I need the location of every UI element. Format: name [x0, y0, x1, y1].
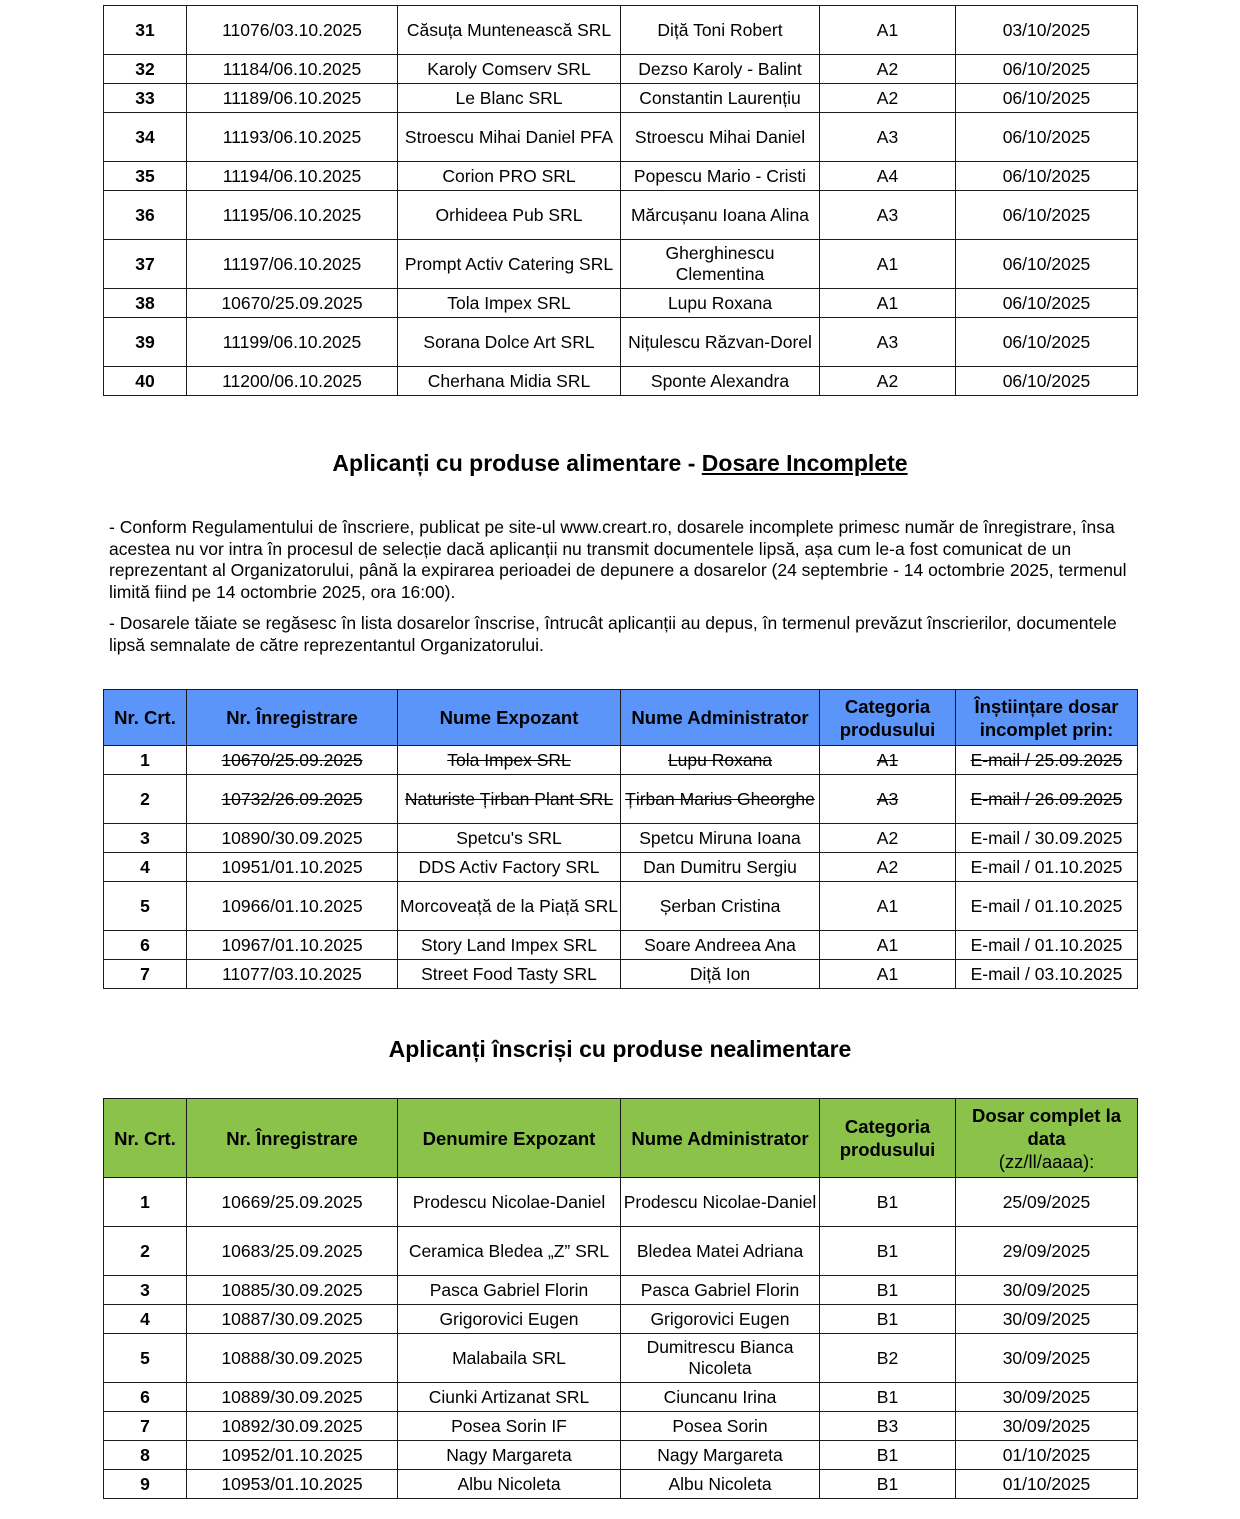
registration-number: 10683/25.09.2025 — [187, 1227, 398, 1276]
row-number: 9 — [104, 1470, 187, 1499]
table-row — [104, 931, 1138, 960]
row-number: 4 — [104, 1305, 187, 1334]
registration-number: 10670/25.09.2025 — [187, 289, 398, 318]
exhibitor-name: Posea Sorin IF — [398, 1412, 621, 1441]
exhibitor-name: Story Land Impex SRL — [398, 931, 621, 960]
complete-date: 06/10/2025 — [956, 162, 1138, 191]
complete-date: 01/10/2025 — [956, 1441, 1138, 1470]
product-category: A1 — [820, 289, 956, 318]
table-row — [104, 113, 1138, 162]
administrator-name: Grigorovici Eugen — [621, 1305, 820, 1334]
administrator-name: Diță Ion — [621, 960, 820, 989]
registration-number: 10732/26.09.2025 — [187, 775, 398, 824]
registration-number: 10952/01.10.2025 — [187, 1441, 398, 1470]
registration-number: 10890/30.09.2025 — [187, 824, 398, 853]
incomplete-section-title — [0, 450, 1240, 477]
header-category: Categoria produsului — [820, 1099, 956, 1178]
product-category: B3 — [820, 1412, 956, 1441]
row-number: 2 — [104, 1227, 187, 1276]
administrator-name: Mărcușanu Ioana Alina — [621, 191, 820, 240]
header-nr: Nr. Crt. — [104, 1099, 187, 1178]
complete-date: 03/10/2025 — [956, 6, 1138, 55]
product-category: A1 — [820, 882, 956, 931]
table-row-struck — [104, 775, 1138, 824]
row-number: 31 — [104, 6, 187, 55]
registration-number: 11184/06.10.2025 — [187, 55, 398, 84]
administrator-name: Pasca Gabriel Florin — [621, 1276, 820, 1305]
administrator-name: Gherghinescu Clementina — [621, 240, 820, 289]
exhibitor-name: Prodescu Nicolae-Daniel — [398, 1178, 621, 1227]
header-category: Categoria produsului — [820, 690, 956, 746]
row-number: 34 — [104, 113, 187, 162]
complete-date: 06/10/2025 — [956, 113, 1138, 162]
product-category: A3 — [820, 775, 956, 824]
registration-number: 10887/30.09.2025 — [187, 1305, 398, 1334]
product-category: A1 — [820, 240, 956, 289]
header-exhibitor: Denumire Expozant — [398, 1099, 621, 1178]
administrator-name: Ciuncanu Irina — [621, 1383, 820, 1412]
table-row — [104, 240, 1138, 289]
row-number: 2 — [104, 775, 187, 824]
product-category: A2 — [820, 55, 956, 84]
table-row — [104, 289, 1138, 318]
header-nr: Nr. Crt. — [104, 690, 187, 746]
header-administrator: Nume Administrator — [621, 1099, 820, 1178]
product-category: B1 — [820, 1305, 956, 1334]
title-prefix: Aplicanți cu produse alimentare - — [332, 450, 702, 476]
table-row — [104, 1470, 1138, 1499]
row-number: 40 — [104, 367, 187, 396]
administrator-name: Popescu Mario - Cristi — [621, 162, 820, 191]
row-number: 4 — [104, 853, 187, 882]
registration-number: 10966/01.10.2025 — [187, 882, 398, 931]
notice: E-mail / 30.09.2025 — [956, 824, 1138, 853]
exhibitor-name: Malabaila SRL — [398, 1334, 621, 1383]
exhibitor-name: Spetcu's SRL — [398, 824, 621, 853]
exhibitor-name: Tola Impex SRL — [398, 289, 621, 318]
administrator-name: Nagy Margareta — [621, 1441, 820, 1470]
administrator-name: Prodescu Nicolae-Daniel — [621, 1178, 820, 1227]
table-row — [104, 6, 1138, 55]
row-number: 35 — [104, 162, 187, 191]
notice: E-mail / 25.09.2025 — [956, 746, 1138, 775]
administrator-name: Albu Nicoleta — [621, 1470, 820, 1499]
administrator-name: Soare Andreea Ana — [621, 931, 820, 960]
table-row — [104, 1227, 1138, 1276]
header-registration: Nr. Înregistrare — [187, 1099, 398, 1178]
complete-date: 29/09/2025 — [956, 1227, 1138, 1276]
registration-number: 11194/06.10.2025 — [187, 162, 398, 191]
complete-date: 30/09/2025 — [956, 1412, 1138, 1441]
table-row — [104, 1334, 1138, 1383]
product-category: A3 — [820, 191, 956, 240]
exhibitor-name: Tola Impex SRL — [398, 746, 621, 775]
row-number: 8 — [104, 1441, 187, 1470]
table-row — [104, 318, 1138, 367]
administrator-name: Dezso Karoly - Balint — [621, 55, 820, 84]
header-notice: Înștiințare dosar incomplet prin: — [956, 690, 1138, 746]
complete-date: 25/09/2025 — [956, 1178, 1138, 1227]
complete-date: 06/10/2025 — [956, 191, 1138, 240]
table-header-row — [104, 1099, 1138, 1178]
exhibitor-name: Orhideea Pub SRL — [398, 191, 621, 240]
row-number: 1 — [104, 1178, 187, 1227]
header-registration: Nr. Înregistrare — [187, 690, 398, 746]
complete-date: 30/09/2025 — [956, 1305, 1138, 1334]
table-row — [104, 1412, 1138, 1441]
administrator-name: Dan Dumitru Sergiu — [621, 853, 820, 882]
administrator-name: Nițulescu Răzvan-Dorel — [621, 318, 820, 367]
product-category: A2 — [820, 367, 956, 396]
table-row — [104, 1178, 1138, 1227]
administrator-name: Sponte Alexandra — [621, 367, 820, 396]
table-row — [104, 162, 1138, 191]
exhibitor-name: Karoly Comserv SRL — [398, 55, 621, 84]
table-row — [104, 960, 1138, 989]
table-row — [104, 1441, 1138, 1470]
product-category: B1 — [820, 1178, 956, 1227]
product-category: A1 — [820, 960, 956, 989]
complete-date: 06/10/2025 — [956, 84, 1138, 113]
row-number: 3 — [104, 824, 187, 853]
registration-number: 10967/01.10.2025 — [187, 931, 398, 960]
registration-number: 10951/01.10.2025 — [187, 853, 398, 882]
registration-number: 11197/06.10.2025 — [187, 240, 398, 289]
product-category: B2 — [820, 1334, 956, 1383]
complete-date: 06/10/2025 — [956, 55, 1138, 84]
product-category: A1 — [820, 931, 956, 960]
exhibitor-name: Nagy Margareta — [398, 1441, 621, 1470]
exhibitor-name: Cherhana Midia SRL — [398, 367, 621, 396]
row-number: 1 — [104, 746, 187, 775]
table-row — [104, 84, 1138, 113]
product-category: A2 — [820, 853, 956, 882]
table-row — [104, 1305, 1138, 1334]
product-category: A1 — [820, 6, 956, 55]
administrator-name: Dumitrescu Bianca Nicoleta — [621, 1334, 820, 1383]
nonfood-section-title: Aplicanți înscriși cu produse nealimentare — [388, 1036, 852, 1062]
title-underlined: Dosare Incomplete — [701, 450, 908, 476]
administrator-name: Țirban Marius Gheorghe — [621, 775, 820, 824]
row-number: 36 — [104, 191, 187, 240]
row-number: 33 — [104, 84, 187, 113]
exhibitor-name: Le Blanc SRL — [398, 84, 621, 113]
table-row — [104, 191, 1138, 240]
table-row-struck — [104, 746, 1138, 775]
table-row — [104, 824, 1138, 853]
product-category: B1 — [820, 1441, 956, 1470]
registration-number: 11076/03.10.2025 — [187, 6, 398, 55]
table-row — [104, 55, 1138, 84]
complete-date: 30/09/2025 — [956, 1276, 1138, 1305]
complete-date: 30/09/2025 — [956, 1383, 1138, 1412]
product-category: B1 — [820, 1470, 956, 1499]
exhibitor-name: Prompt Activ Catering SRL — [398, 240, 621, 289]
row-number: 38 — [104, 289, 187, 318]
registration-number: 11195/06.10.2025 — [187, 191, 398, 240]
product-category: B1 — [820, 1276, 956, 1305]
complete-date: 06/10/2025 — [956, 240, 1138, 289]
product-category: A3 — [820, 318, 956, 367]
table-row — [104, 1383, 1138, 1412]
product-category: B1 — [820, 1383, 956, 1412]
row-number: 37 — [104, 240, 187, 289]
complete-date: 30/09/2025 — [956, 1334, 1138, 1383]
registration-number: 10669/25.09.2025 — [187, 1178, 398, 1227]
table-row — [104, 882, 1138, 931]
product-category: B1 — [820, 1227, 956, 1276]
row-number: 5 — [104, 1334, 187, 1383]
registration-number: 10892/30.09.2025 — [187, 1412, 398, 1441]
info-paragraph-struck: - Dosarele tăiate se regăsesc în lista dosarelor înscrise, întrucât aplicanții au depus, în termenul prevăzut înscrierilor, documentele lipsă semnalate de către reprezentantul Organizatorului. — [109, 613, 1117, 655]
exhibitor-name: Corion PRO SRL — [398, 162, 621, 191]
header-date-format: (zz/ll/aaaa): — [998, 1150, 1095, 1172]
exhibitor-name: Ceramica Bledea „Z” SRL — [398, 1227, 621, 1276]
notice: E-mail / 26.09.2025 — [956, 775, 1138, 824]
registration-number: 11199/06.10.2025 — [187, 318, 398, 367]
header-administrator: Nume Administrator — [621, 690, 820, 746]
row-number: 6 — [104, 931, 187, 960]
product-category: A2 — [820, 824, 956, 853]
administrator-name: Spetcu Miruna Ioana — [621, 824, 820, 853]
notice: E-mail / 01.10.2025 — [956, 853, 1138, 882]
product-category: A3 — [820, 113, 956, 162]
header-complete-date-label: Dosar complet la data — [971, 1104, 1122, 1149]
exhibitor-name: Morcoveață de la Piață SRL — [398, 882, 621, 931]
row-number: 3 — [104, 1276, 187, 1305]
header-complete-date — [956, 1099, 1138, 1178]
registration-number: 11193/06.10.2025 — [187, 113, 398, 162]
exhibitor-name: Grigorovici Eugen — [398, 1305, 621, 1334]
registration-number: 10953/01.10.2025 — [187, 1470, 398, 1499]
table-row — [104, 853, 1138, 882]
administrator-name: Șerban Cristina — [621, 882, 820, 931]
product-category: A4 — [820, 162, 956, 191]
table-row — [104, 367, 1138, 396]
row-number: 6 — [104, 1383, 187, 1412]
notice: E-mail / 01.10.2025 — [956, 931, 1138, 960]
table-row — [104, 1276, 1138, 1305]
registration-number: 10670/25.09.2025 — [187, 746, 398, 775]
row-number: 39 — [104, 318, 187, 367]
exhibitor-name: Stroescu Mihai Daniel PFA — [398, 113, 621, 162]
registration-number: 10889/30.09.2025 — [187, 1383, 398, 1412]
complete-date: 06/10/2025 — [956, 367, 1138, 396]
administrator-name: Lupu Roxana — [621, 746, 820, 775]
row-number: 7 — [104, 960, 187, 989]
administrator-name: Constantin Laurențiu — [621, 84, 820, 113]
administrator-name: Lupu Roxana — [621, 289, 820, 318]
incomplete-files-table — [103, 689, 1138, 989]
registration-number: 11077/03.10.2025 — [187, 960, 398, 989]
registration-number: 11189/06.10.2025 — [187, 84, 398, 113]
registration-number: 10885/30.09.2025 — [187, 1276, 398, 1305]
registration-number: 10888/30.09.2025 — [187, 1334, 398, 1383]
nonfood-applicants-table — [103, 1098, 1138, 1499]
notice: E-mail / 01.10.2025 — [956, 882, 1138, 931]
complete-date: 06/10/2025 — [956, 289, 1138, 318]
exhibitor-name: Sorana Dolce Art SRL — [398, 318, 621, 367]
food-applicants-table — [103, 5, 1138, 396]
administrator-name: Posea Sorin — [621, 1412, 820, 1441]
table-header-row — [104, 690, 1138, 746]
exhibitor-name: Naturiste Țirban Plant SRL — [398, 775, 621, 824]
administrator-name: Bledea Matei Adriana — [621, 1227, 820, 1276]
exhibitor-name: DDS Activ Factory SRL — [398, 853, 621, 882]
info-paragraph-rules: - Conform Regulamentului de înscriere, publicat pe site-ul www.creart.ro, dosarele incomplete primesc număr de înregistrare, însa acestea nu vor intra în procesul de selecție dacă aplicanții nu transmit documentele lipsă, așa cum le-a fost comunicat de un reprezentant al Organizatorului, până la expirarea perioadei de depunere a dosarelor (24 septembrie - 14 octombrie 2025, termenul limită fiind pe 14 octombrie 2025, ora 16:00). — [109, 517, 1127, 602]
administrator-name: Diță Toni Robert — [621, 6, 820, 55]
exhibitor-name: Street Food Tasty SRL — [398, 960, 621, 989]
product-category: A2 — [820, 84, 956, 113]
complete-date: 06/10/2025 — [956, 318, 1138, 367]
exhibitor-name: Căsuța Muntenească SRL — [398, 6, 621, 55]
registration-number: 11200/06.10.2025 — [187, 367, 398, 396]
notice: E-mail / 03.10.2025 — [956, 960, 1138, 989]
row-number: 32 — [104, 55, 187, 84]
exhibitor-name: Ciunki Artizanat SRL — [398, 1383, 621, 1412]
row-number: 5 — [104, 882, 187, 931]
administrator-name: Stroescu Mihai Daniel — [621, 113, 820, 162]
complete-date: 01/10/2025 — [956, 1470, 1138, 1499]
header-exhibitor: Nume Expozant — [398, 690, 621, 746]
product-category: A1 — [820, 746, 956, 775]
exhibitor-name: Albu Nicoleta — [398, 1470, 621, 1499]
exhibitor-name: Pasca Gabriel Florin — [398, 1276, 621, 1305]
row-number: 7 — [104, 1412, 187, 1441]
